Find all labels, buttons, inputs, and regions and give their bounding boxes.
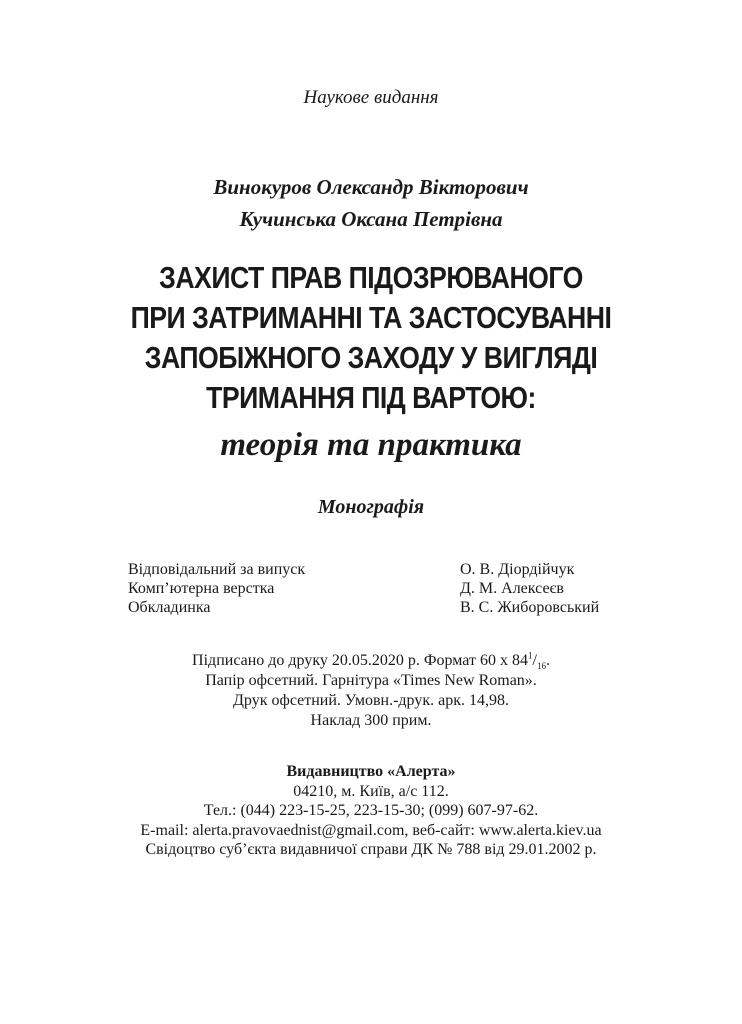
title-line: ЗАХИСТ ПРАВ ПІДОЗРЮВАНОГО bbox=[159, 260, 583, 295]
book-subtitle: теорія та практика bbox=[220, 427, 522, 463]
credit-name: О. В. Діордійчук bbox=[460, 561, 575, 578]
credit-role: Відповідальний за випуск bbox=[128, 561, 306, 578]
print-run-line: Наклад 300 прим. bbox=[310, 712, 432, 729]
author-name: Кучинська Оксана Петрівна bbox=[239, 207, 503, 231]
format-end: . bbox=[545, 652, 550, 669]
credit-name: В. С. Жиборовський bbox=[460, 599, 600, 616]
print-paper-line: Папір офсетний. Гарнітура «Times New Roman». bbox=[205, 672, 537, 689]
format-multiply-sign: x bbox=[499, 652, 508, 669]
publisher-phones: Тел.: (044) 223-15-25, 223-15-30; (099) 607-97-62. bbox=[203, 802, 539, 819]
publisher-name: Видавництво «Алерта» bbox=[286, 763, 456, 780]
publisher-address: 04210, м. Київ, а/с 112. bbox=[293, 782, 449, 800]
edition-type: Наукове видання bbox=[303, 87, 439, 108]
format-slash: / bbox=[532, 652, 537, 669]
publisher-info bbox=[0, 762, 742, 860]
format-84: 84 bbox=[507, 652, 528, 669]
print-signed-text: Підписано до друку 20.05.2020 р. Формат 60 bbox=[192, 652, 500, 669]
credit-row bbox=[128, 560, 618, 579]
title-line: ПРИ ЗАТРИМАННІ ТА ЗАСТОСУВАННІ bbox=[130, 300, 612, 335]
credit-role: Обкладинка bbox=[128, 599, 211, 616]
credit-name: Д. М. Алексеєв bbox=[460, 580, 564, 597]
print-info bbox=[0, 651, 742, 731]
authors-block bbox=[0, 171, 742, 235]
publisher-certificate: Свідоцтво суб’єкта видавничої справи ДК № 788 від 29.01.2002 р. bbox=[145, 841, 597, 858]
credits-list bbox=[128, 560, 618, 617]
title-line: ТРИМАННЯ ПІД ВАРТОЮ: bbox=[206, 380, 536, 415]
format-numerator: 1 bbox=[527, 650, 533, 661]
author-name: Винокуров Олександр Вікторович bbox=[213, 175, 529, 199]
publisher-contacts: E-mail: alerta.pravovaednist@gmail.com, веб-сайт: www.alerta.kiev.ua bbox=[140, 821, 602, 839]
credit-role: Комп’ютерна верстка bbox=[128, 580, 275, 597]
credit-row bbox=[128, 579, 618, 598]
print-signed-line bbox=[0, 651, 742, 671]
book-title bbox=[52, 258, 690, 418]
book-genre: Монографія bbox=[317, 496, 425, 518]
title-line: ЗАПОБІЖНОГО ЗАХОДУ У ВИГЛЯДІ bbox=[144, 340, 598, 375]
print-offset-line: Друк офсетний. Умовн.-друк. арк. 14,98. bbox=[233, 692, 509, 709]
credit-row bbox=[128, 598, 618, 617]
format-denominator: 16 bbox=[536, 661, 546, 672]
